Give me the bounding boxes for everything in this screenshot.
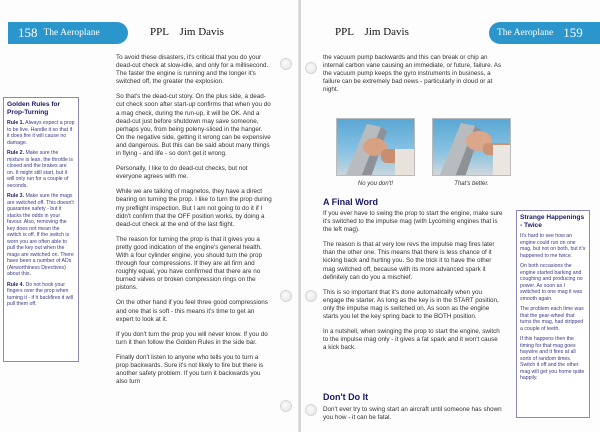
rule-item: Rule 1. Always expect a prop to be live. Handle it so that if it does fire it will cause no damage. bbox=[7, 120, 75, 146]
right-running-head: PPL Jim Davis bbox=[335, 26, 409, 38]
paragraph: The reason for turning the prop is that it gives you a pretty good indication of the engine's general health. With a four cylinder engine, you should turn the prop through four compressions. If they are all firm and roughly equal, you have confirmed that there are no burned valves or broken compression rings on the pistons. bbox=[116, 235, 262, 292]
paragraph: Finally don't listen to anyone who tells you to turn a prop backwards. Sure it's not likely to fire but there is another safety problem. If you turn it backwards you also turn bbox=[116, 353, 264, 386]
binder-hole bbox=[305, 290, 317, 302]
palm-on-prop-photo bbox=[432, 118, 511, 176]
paragraph: To avoid these disasters, it's critical that you do your dead-cut check at slow-idle, and only for a millisecond. The faster the engine is running and the longer it's switched off, the greater the explosion. bbox=[116, 54, 269, 86]
binder-hole bbox=[305, 404, 317, 416]
rule-item: Rule 4. Do not hook your fingers over the prop when turning it - if it backfires it will pull them off. bbox=[7, 281, 74, 307]
paragraph: This is so important that it's done automatically when you engage the starter. As long as the key is in the START position, only the impulse mag is switched on. As soon as the engine starts you let the key spring back to the BOTH position. bbox=[323, 288, 499, 321]
right-top-text bbox=[323, 54, 503, 101]
binder-hole bbox=[280, 58, 292, 70]
paragraph: On the other hand if you feel three good compressions and one that is soft - this means it's time to get an expert to look at it. bbox=[116, 299, 268, 323]
strange-happenings-body bbox=[520, 233, 586, 382]
photo-caption: That's better. bbox=[454, 181, 489, 187]
paragraph: the vacuum pump backwards and this can break or chip an internal carbon vane causing an immediate, or future, failure. As the vacuum pump keeps the gyro instruments in business, a failure can be extremely bad news - particularly in cloud or at night. bbox=[323, 54, 502, 94]
paragraph: Personally, I like to do dead-cut checks, but not everyone agrees with me. bbox=[116, 165, 248, 181]
golden-rules-body bbox=[7, 120, 75, 308]
dont-do-it-heading: Don't Do It bbox=[323, 392, 369, 402]
left-section-title: The Aeroplane bbox=[43, 28, 100, 38]
paragraph: The problem each time was that the gear-wheel that turns the mag, had stripped a couple of teeth. bbox=[520, 306, 584, 332]
final-word-heading: A Final Word bbox=[323, 197, 378, 207]
left-running-head: PPL Jim Davis bbox=[150, 26, 224, 38]
binder-hole bbox=[280, 290, 292, 302]
paragraph: If you ever have to swing the prop to start the engine, make sure it's switched to the impulse mag (with Lycoming engines that is the left mag). bbox=[323, 210, 503, 234]
left-page-number: 158 bbox=[18, 25, 38, 40]
golden-rules-title: Golden Rules for Prop-Turning bbox=[7, 101, 61, 116]
final-word-body bbox=[323, 210, 503, 359]
hand-on-prop-photo bbox=[336, 118, 415, 176]
right-page-number: 159 bbox=[563, 25, 583, 40]
binder-hole bbox=[280, 400, 292, 412]
right-section-title: The Aeroplane bbox=[497, 28, 554, 38]
paragraph: The reason is that at very low revs the impulse mag fires later than the other one. This means that there is less chance of it kicking back and hurting you. So the trick it to have the other mag switched off, because with its more advanced spark it definitely can do you a mischief. bbox=[323, 241, 495, 281]
paragraph: It's hard to see how an engine could run on one mag, but not on both, but it's happened to me twice. bbox=[520, 233, 586, 259]
binder-hole bbox=[305, 62, 317, 74]
photo-caption: No you don't! bbox=[357, 181, 394, 187]
paragraph: On both occasions the engine started barking and coughing and producing no power. As soon as I switched to one mag it was smooth again. bbox=[520, 263, 583, 302]
right-header-tab bbox=[489, 22, 600, 44]
rule-item: Rule 2. Make sure the mixture is lean, the throttle is closed and the brakes are on. It might still start, but it will only run for a couple of seconds. bbox=[7, 150, 74, 189]
golden-rules-sidebar bbox=[3, 97, 79, 362]
strange-happenings-sidebar bbox=[516, 210, 590, 418]
paragraph: If this happens then the timing for that mag goes haywire and it fires at all sorts of random times. Switch it off and the other mag will get you home quite happily. bbox=[520, 336, 585, 381]
left-body-column bbox=[116, 54, 272, 393]
left-header-tab bbox=[8, 22, 128, 44]
paragraph: Don't ever try to swing start an aircraft until someone has shown you how - it can be fatal. bbox=[323, 406, 502, 422]
paragraph: So that's the dead-cut story. On the plus side, a dead-cut check soon after start-up confirms that when you do a mag check, during the run-up, it will be OK. And a dead-cut just before shutdown may save someone, perhaps you, from being poleny-sliced in the hanger. On the negative side, getting it wrong can be expensive and dangerous. But this can be said about many things in flying - and life - so don't get it wrong. bbox=[116, 93, 271, 158]
paragraph: In a nutshell, when swinging the prop to start the engine, switch to the impulse mag only - it gives a fat spark and it won't cause a kick back. bbox=[323, 328, 500, 352]
rule-item: Rule 3. Make sure the mags are switched off. This doesn't guarantee safety - but it stacks the odds in your favour. Also, removing the key does not mean the switch is off. If the switch is worn you are often able to pull the key out when the mags are switched on. There have been a number of ADs (Airworthiness Directives) about this. bbox=[7, 193, 74, 277]
dont-do-it-body bbox=[323, 406, 503, 429]
paragraph: While we are talking of magnetos, they have a direct bearing on turning the prop. I like to turn the prop during my preflight inspection. But I am not going to do it if I didn't confirm that the OFF position works, by doing a dead-cut check at the end of the last flight. bbox=[116, 188, 272, 228]
strange-happenings-title: Strange Happenings - Twice bbox=[520, 214, 585, 229]
paragraph: If you don't turn the prop you will never know. If you do turn it then follow the Golden Rules in the side bar. bbox=[116, 330, 268, 346]
